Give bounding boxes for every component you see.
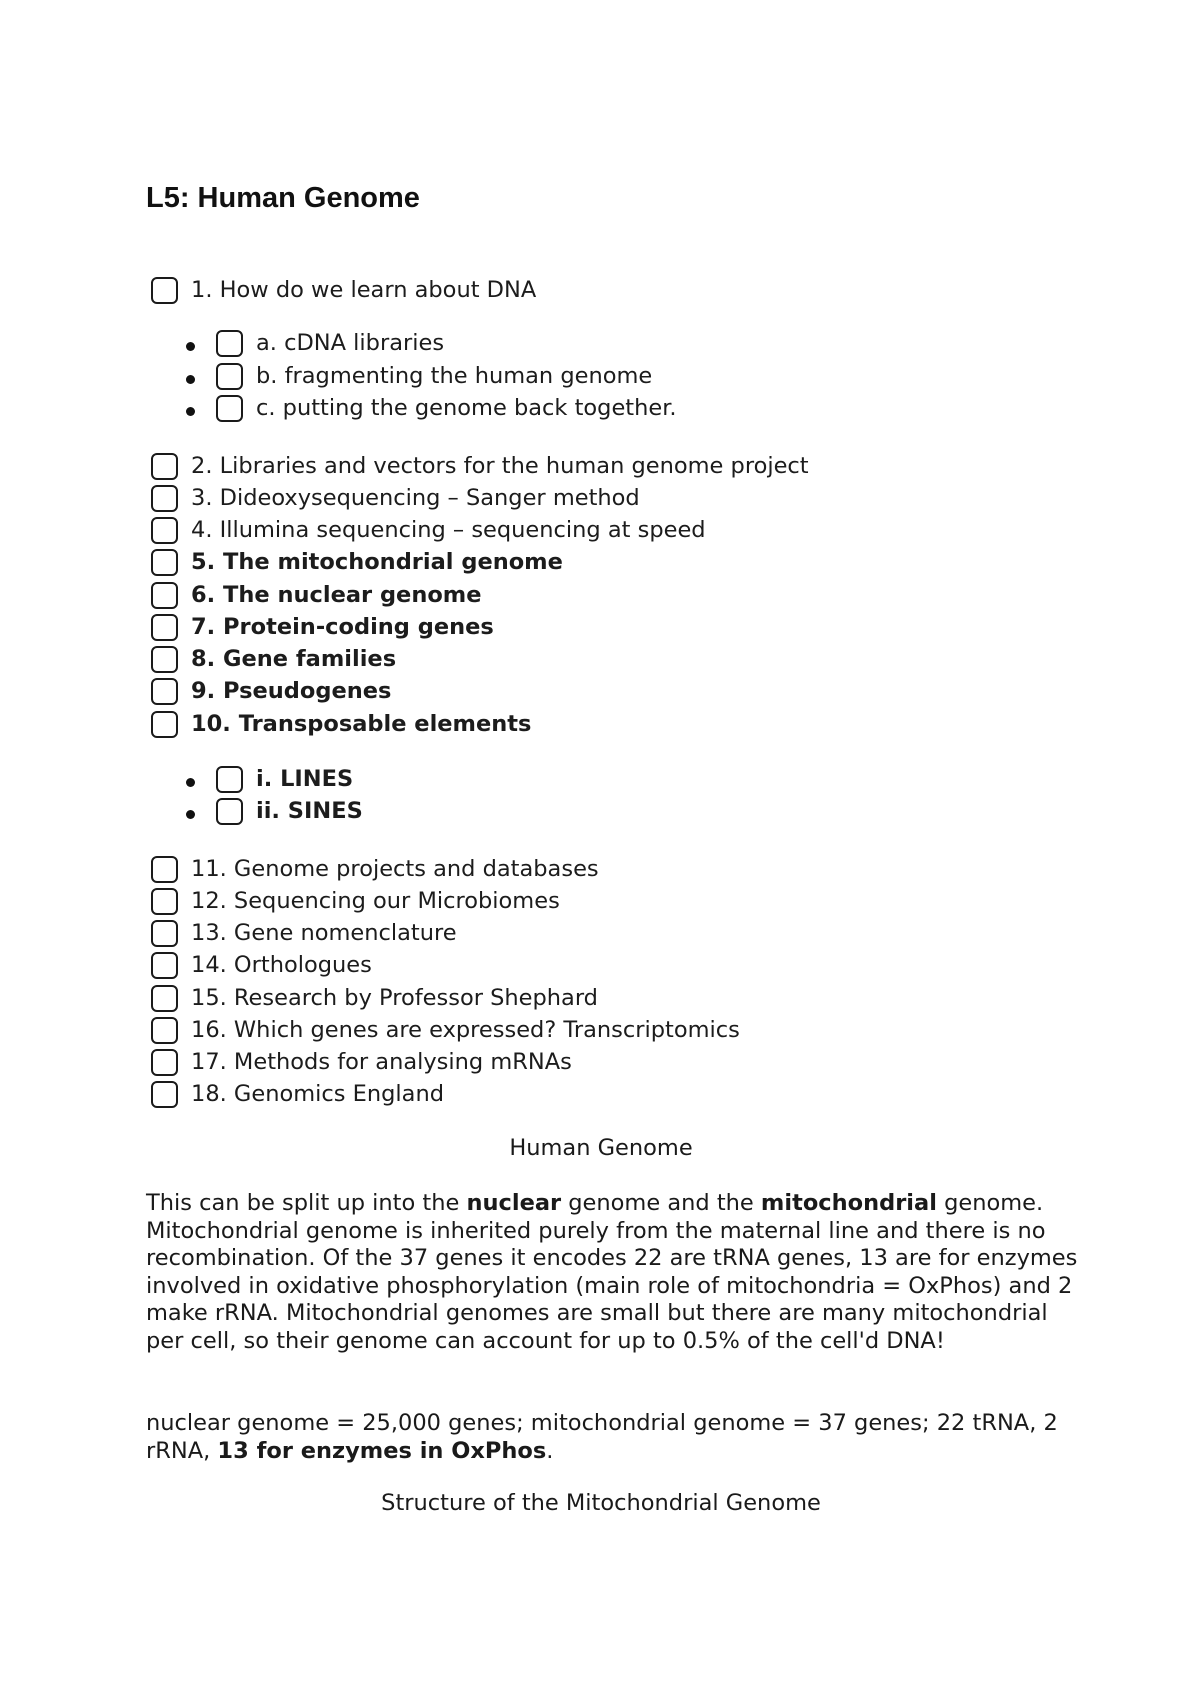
- checkbox[interactable]: [151, 277, 178, 304]
- checkbox[interactable]: [151, 711, 178, 738]
- paragraph-gene-counts: [146, 1410, 1086, 1465]
- paragraph-bold-text: mitochondrial: [760, 1190, 937, 1216]
- paragraph-text: This can be split up into the: [146, 1190, 467, 1216]
- checklist-item-6: [151, 580, 482, 610]
- paragraph-text: genome. Mitochondrial genome is inherited purely from the maternal line and there is no recombination. Of the 37 genes it encodes 22 are tRNA genes, 13 are for enzymes involved in oxidative phosphorylation (main role of mitochondria = OxPhos) and 2 make rRNA. Mitochondrial genomes are small but there are many mitochondrial per cell, so their genome can account for up to 0.5% of the cell'd DNA!: [146, 1190, 1078, 1354]
- checklist-item-label: 10. Transposable elements: [191, 711, 532, 737]
- checklist-item-4: [151, 515, 706, 545]
- checklist-item-label: 14. Orthologues: [191, 952, 372, 978]
- checklist-item-10: [151, 709, 531, 739]
- checklist-item-label: 15. Research by Professor Shephard: [191, 985, 598, 1011]
- checklist-item-1: [151, 275, 536, 305]
- checkbox[interactable]: [151, 888, 178, 915]
- checklist-subitem-a: [216, 328, 444, 358]
- checklist-item-label: 17. Methods for analysing mRNAs: [191, 1049, 572, 1075]
- checkbox[interactable]: [151, 856, 178, 883]
- checklist-subitem-b: [216, 361, 652, 391]
- checklist-item-label: 9. Pseudogenes: [191, 678, 392, 704]
- checklist-item-9: [151, 676, 391, 706]
- checklist-item-7: [151, 612, 494, 642]
- checklist-item-label: 7. Protein-coding genes: [191, 614, 494, 640]
- checklist-item-label: 4. Illumina sequencing – sequencing at speed: [191, 517, 706, 543]
- checklist-item-label: c. putting the genome back together.: [256, 395, 677, 421]
- checklist-item-16: [151, 1015, 740, 1045]
- checklist-item-15: [151, 983, 598, 1013]
- checklist-item-label: 13. Gene nomenclature: [191, 920, 457, 946]
- bullet-icon: [186, 375, 195, 384]
- checkbox[interactable]: [151, 646, 178, 673]
- section-heading-mitochondrial-structure: Structure of the Mitochondrial Genome: [381, 1490, 821, 1516]
- checklist-item-label: 16. Which genes are expressed? Transcriptomics: [191, 1017, 740, 1043]
- checkbox[interactable]: [151, 549, 178, 576]
- checkbox[interactable]: [216, 363, 243, 390]
- checklist-item-17: [151, 1047, 572, 1077]
- checklist-item-14: [151, 950, 372, 980]
- checkbox[interactable]: [151, 1081, 178, 1108]
- paragraph-text: .: [546, 1437, 554, 1464]
- checkbox[interactable]: [216, 766, 243, 793]
- checklist-subitem-i: [216, 764, 353, 794]
- page-title: L5: Human Genome: [146, 182, 420, 214]
- checkbox[interactable]: [151, 582, 178, 609]
- checkbox[interactable]: [151, 1017, 178, 1044]
- checklist-item-label: 5. The mitochondrial genome: [191, 549, 563, 575]
- checklist-item-13: [151, 918, 457, 948]
- checkbox[interactable]: [216, 330, 243, 357]
- checkbox[interactable]: [151, 920, 178, 947]
- checkbox[interactable]: [151, 1049, 178, 1076]
- checklist-item-label: 8. Gene families: [191, 646, 397, 672]
- checkbox[interactable]: [151, 517, 178, 544]
- checklist-item-3: [151, 483, 640, 513]
- paragraph-bold-text: nuclear: [466, 1190, 562, 1216]
- checklist-item-12: [151, 886, 560, 916]
- checklist-item-label: 11. Genome projects and databases: [191, 856, 599, 882]
- checklist-item-2: [151, 451, 809, 481]
- checklist-item-18: [151, 1079, 444, 1109]
- checkbox[interactable]: [151, 985, 178, 1012]
- checkbox[interactable]: [216, 798, 243, 825]
- checklist-subitem-ii: [216, 796, 363, 826]
- checklist-item-label: ii. SINES: [256, 798, 363, 824]
- paragraph-human-genome: [146, 1190, 1086, 1356]
- bullet-icon: [186, 342, 195, 351]
- paragraph-text: genome and the: [561, 1190, 761, 1216]
- checklist-item-label: i. LINES: [256, 766, 354, 792]
- checkbox[interactable]: [216, 395, 243, 422]
- checklist-item-label: a. cDNA libraries: [256, 330, 445, 356]
- checklist-item-label: 12. Sequencing our Microbiomes: [191, 888, 560, 914]
- bullet-icon: [186, 407, 195, 416]
- checklist-item-label: 6. The nuclear genome: [191, 582, 482, 608]
- checklist-item-label: 3. Dideoxysequencing – Sanger method: [191, 485, 640, 511]
- checklist-item-label: b. fragmenting the human genome: [256, 363, 653, 389]
- paragraph-bold-text: 13 for enzymes in OxPhos: [217, 1437, 547, 1464]
- checklist-subitem-c: [216, 393, 677, 423]
- checkbox[interactable]: [151, 678, 178, 705]
- checklist-item-5: [151, 547, 563, 577]
- bullet-icon: [186, 778, 195, 787]
- checkbox[interactable]: [151, 485, 178, 512]
- checkbox[interactable]: [151, 614, 178, 641]
- checklist-item-label: 2. Libraries and vectors for the human genome project: [191, 453, 809, 479]
- checklist-item-8: [151, 644, 396, 674]
- bullet-icon: [186, 810, 195, 819]
- paragraph-text: nuclear genome = 25,000 genes; mitochondrial genome = 37 genes; 22 tRNA, 2 rRNA,: [146, 1410, 1058, 1464]
- checklist-item-label: 18. Genomics England: [191, 1081, 444, 1107]
- checklist-item-11: [151, 854, 599, 884]
- checklist-item-label: 1. How do we learn about DNA: [191, 277, 537, 303]
- checkbox[interactable]: [151, 952, 178, 979]
- checkbox[interactable]: [151, 453, 178, 480]
- section-heading-human-genome: Human Genome: [509, 1135, 693, 1161]
